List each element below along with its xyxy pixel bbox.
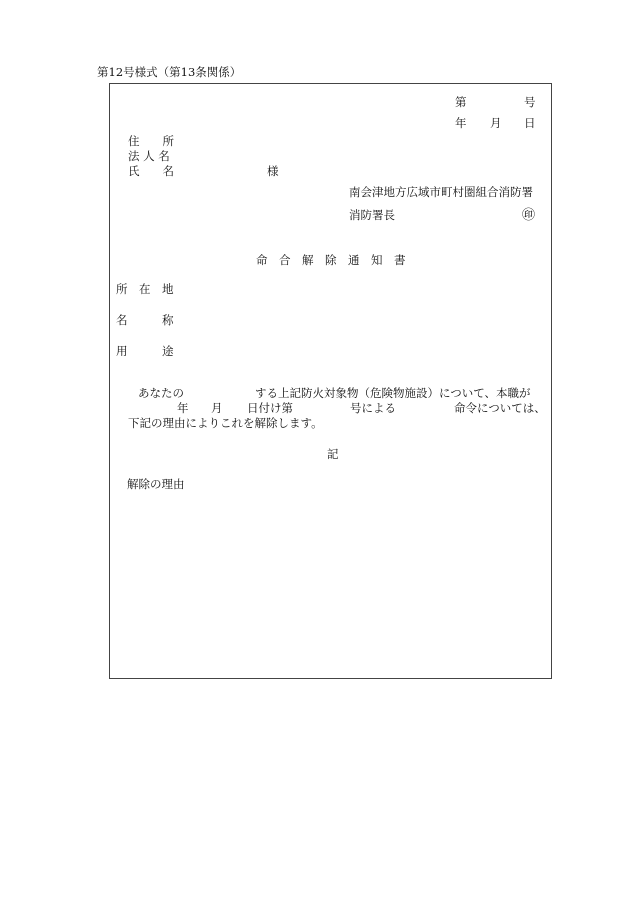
ki-heading: 記 <box>327 447 339 461</box>
seal-mark: ㊞ <box>522 208 536 223</box>
sender-title: 消防署長 <box>349 208 395 222</box>
body-line2-year: 年 <box>177 401 189 415</box>
document-title: 命 合 解 除 通 知 書 <box>256 253 406 267</box>
date-month: 月 <box>490 116 502 130</box>
doc-number-suffix: 号 <box>524 95 536 109</box>
form-number-label: 第12号様式（第13条関係） <box>97 65 242 79</box>
body-line1-start: あなたの <box>138 386 184 400</box>
reason-label: 解除の理由 <box>127 477 185 491</box>
body-line1-rest: する上記防火対象物（危険物施設）について、本職が <box>255 386 531 400</box>
body-line2-order: 命令については、 <box>454 401 546 415</box>
honorific: 様 <box>267 164 279 178</box>
use-label: 用 途 <box>116 344 174 358</box>
date-year: 年 <box>455 116 467 130</box>
sender-organization: 南会津地方広域市町村圏組合消防署 <box>349 185 533 199</box>
notice-form <box>109 83 552 679</box>
body-line2-number: 号による <box>350 401 396 415</box>
corporation-name-label: 法 人 名 <box>128 149 170 163</box>
location-label: 所 在 地 <box>116 282 174 296</box>
date-day: 日 <box>524 116 536 130</box>
address-label: 住 所 <box>128 134 174 148</box>
doc-number-prefix: 第 <box>455 95 467 109</box>
body-line3: 下記の理由によりこれを解除します。 <box>128 416 323 430</box>
name-label: 名 称 <box>116 313 174 327</box>
body-line2-date: 日付け第 <box>247 401 293 415</box>
body-line2-month: 月 <box>211 401 223 415</box>
person-name-label: 氏 名 <box>128 164 174 178</box>
